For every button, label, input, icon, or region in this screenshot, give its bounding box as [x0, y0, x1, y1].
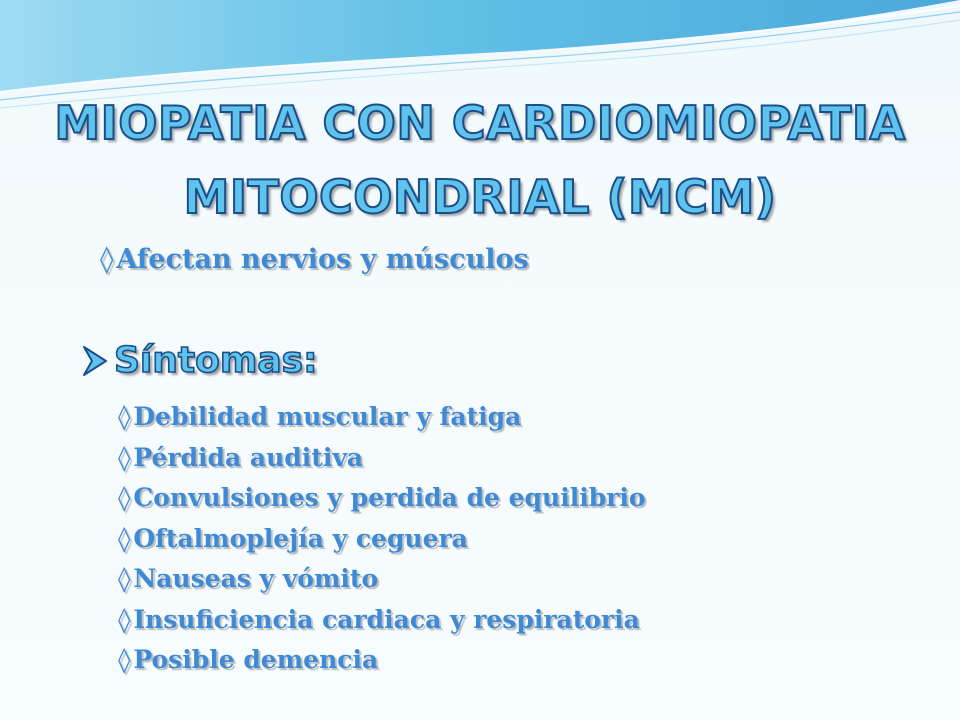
list-item-text: Nauseas y vómito — [133, 564, 379, 593]
list-item — [118, 438, 646, 479]
list-item-text: Pérdida auditiva — [133, 442, 364, 472]
symptoms-list — [118, 397, 646, 681]
diamond-bullet-icon: ◊ — [118, 645, 131, 674]
list-item-text: Posible demencia — [133, 645, 379, 674]
title-line-1: MIOPATIA CON CARDIOMIOPATIA — [54, 96, 906, 150]
arrow-bullet-icon — [80, 344, 110, 378]
list-item-text: Convulsiones y perdida de equilibrio — [133, 483, 646, 512]
diamond-bullet-icon: ◊ — [118, 564, 131, 593]
intro-bullet — [100, 240, 529, 280]
list-item — [118, 559, 646, 600]
symptoms-heading — [80, 340, 317, 381]
diamond-bullet-icon: ◊ — [118, 604, 131, 634]
diamond-bullet-icon: ◊ — [118, 523, 131, 553]
diamond-bullet-icon: ◊ — [100, 244, 114, 275]
list-item — [118, 397, 646, 438]
slide-title — [0, 86, 960, 234]
diamond-bullet-icon: ◊ — [118, 442, 131, 472]
list-item-text: Debilidad muscular y fatiga — [133, 402, 522, 431]
diamond-bullet-icon: ◊ — [118, 402, 131, 431]
list-item-text: Insuficiencia cardiaca y respiratoria — [133, 604, 640, 634]
intro-text: Afectan nervios y músculos — [116, 244, 529, 275]
title-line-2: MITOCONDRIAL (MCM) — [183, 170, 777, 224]
list-item — [118, 600, 646, 641]
diamond-bullet-icon: ◊ — [118, 483, 131, 512]
list-item — [118, 519, 646, 560]
list-item-text: Oftalmoplejía y ceguera — [133, 523, 468, 553]
list-item — [118, 478, 646, 519]
symptoms-heading-label: Síntomas: — [114, 340, 318, 381]
list-item — [118, 640, 646, 681]
